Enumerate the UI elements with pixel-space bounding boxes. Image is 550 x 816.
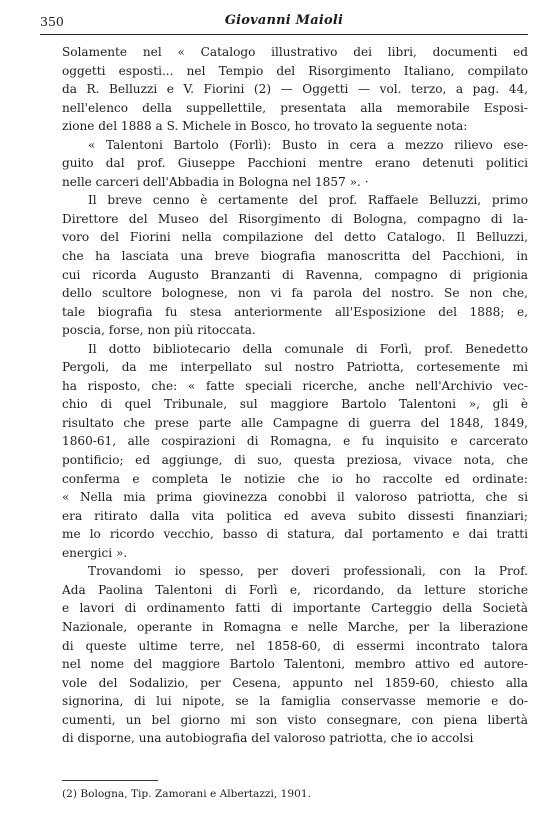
text-line: di queste ultime terre, nel 1858-60, di essermi incontrato talora: [62, 638, 528, 653]
footnote: (2) Bologna, Tip. Zamorani e Albertazzi, 1901.: [62, 788, 311, 800]
footnote-rule: [62, 780, 158, 781]
paragraph: [62, 191, 528, 339]
text-line: e lavori di ordinamento fatti di importante Carteggio della Società: [62, 601, 528, 616]
text-line: me lo ricordo vecchio, basso di statura, dal portamento e dai tratti: [62, 527, 528, 542]
text-line: nell'elenco della suppellettile, presentata alla memorabile Esposi-: [62, 100, 528, 115]
text-line: nel nome del maggiore Bartolo Talentoni, membro attivo ed autore-: [62, 657, 528, 672]
running-head: Giovanni Maioli: [224, 13, 344, 28]
text-line: 1860-61, alle cospirazioni di Romagna, e fu inquisito e carcerato: [62, 434, 528, 449]
text-line: ha risposto, che: « fatte speciali ricerche, anche nell'Archivio vec-: [62, 378, 528, 393]
text-line: Pergoli, da me interpellato sul nostro Patriotta, cortesemente mi: [62, 360, 528, 375]
text-line: voro del Fiorini nella compilazione del detto Catalogo. Il Belluzzi,: [62, 230, 528, 245]
text-line: zione del 1888 a S. Michele in Bosco, ho trovato la seguente nota:: [62, 119, 468, 134]
text-line: Nazionale, operante in Romagna e nelle Marche, per la liberazione: [62, 619, 528, 634]
text-line: Il breve cenno è certamente del prof. Raffaele Belluzzi, primo: [88, 193, 528, 208]
text-line: « Nella mia prima giovinezza conobbi il valoroso patriotta, che si: [62, 490, 528, 505]
text-line: poscia, forse, non più ritoccata.: [62, 323, 256, 338]
text-line: Trovandomi io spesso, per doveri professionali, con la Prof.: [88, 564, 528, 579]
text-line: nelle carceri dell'Abbadia in Bologna nel 1857 ». ·: [62, 174, 369, 189]
text-line: energici ».: [62, 545, 128, 560]
text-line: Direttore del Museo del Risorgimento di Bologna, compagno di la-: [62, 211, 528, 226]
paragraph: [62, 562, 528, 747]
paragraph: [62, 136, 528, 192]
text-line: Ada Paolina Talentoni di Forlì e, ricordando, da letture storiche: [62, 582, 528, 597]
body-text: [62, 43, 528, 748]
text-line: « Talentoni Bartolo (Forlì): Busto in cera a mezzo rilievo ese-: [88, 137, 528, 152]
text-line: conferma e completa le notizie che io ho raccolte ed ordinate:: [62, 471, 528, 486]
text-line: da R. Belluzzi e V. Fiorini (2) — Oggetti — vol. terzo, a pag. 44,: [62, 82, 528, 97]
text-line: che ha lasciata una breve biografia manoscritta del Pacchioni, in: [62, 249, 528, 264]
text-line: pontificio; ed aggiunge, di suo, questa preziosa, vivace nota, che: [62, 453, 528, 468]
text-line: Il dotto bibliotecario della comunale di Forlì, prof. Benedetto: [88, 341, 528, 356]
page-number: 350: [40, 14, 64, 29]
text-line: vole del Sodalizio, per Cesena, appunto nel 1859-60, chiesto alla: [62, 675, 528, 690]
text-line: tale biografia fu stesa anteriormente all'Esposizione del 1888; e,: [62, 304, 528, 319]
text-line: oggetti esposti... nel Tempio del Risorgimento Italiano, compilato: [62, 63, 528, 78]
text-line: cumenti, un bel giorno mi son visto consegnare, con piena libertà: [62, 712, 528, 727]
text-line: dello scultore bolognese, non vi fa parola del nostro. Se non che,: [62, 286, 528, 301]
text-line: Solamente nel « Catalogo illustrativo dei libri, documenti ed: [62, 45, 528, 59]
text-line: risultato che prese parte alle Campagne di guerra del 1848, 1849,: [62, 415, 528, 430]
text-line: cui ricorda Augusto Branzanti di Ravenna, compagno di prigionia: [62, 267, 528, 282]
paragraph: [62, 43, 528, 136]
text-line: signorina, di lui nipote, se la famiglia conservasse memorie e do-: [62, 694, 528, 709]
text-line: guito dal prof. Giuseppe Pacchioni mentre erano detenuti politici: [62, 156, 528, 171]
text-line: chio di quel Tribunale, sul maggiore Bartolo Talentoni », gli è: [62, 397, 528, 412]
text-line: era ritirato dalla vita politica ed aveva subito dissesti finanziari;: [62, 508, 528, 523]
page-header: [40, 12, 528, 35]
text-line: di disporne, una autobiografia del valoroso patriotta, che io accolsi: [62, 731, 474, 746]
paragraph: [62, 340, 528, 563]
